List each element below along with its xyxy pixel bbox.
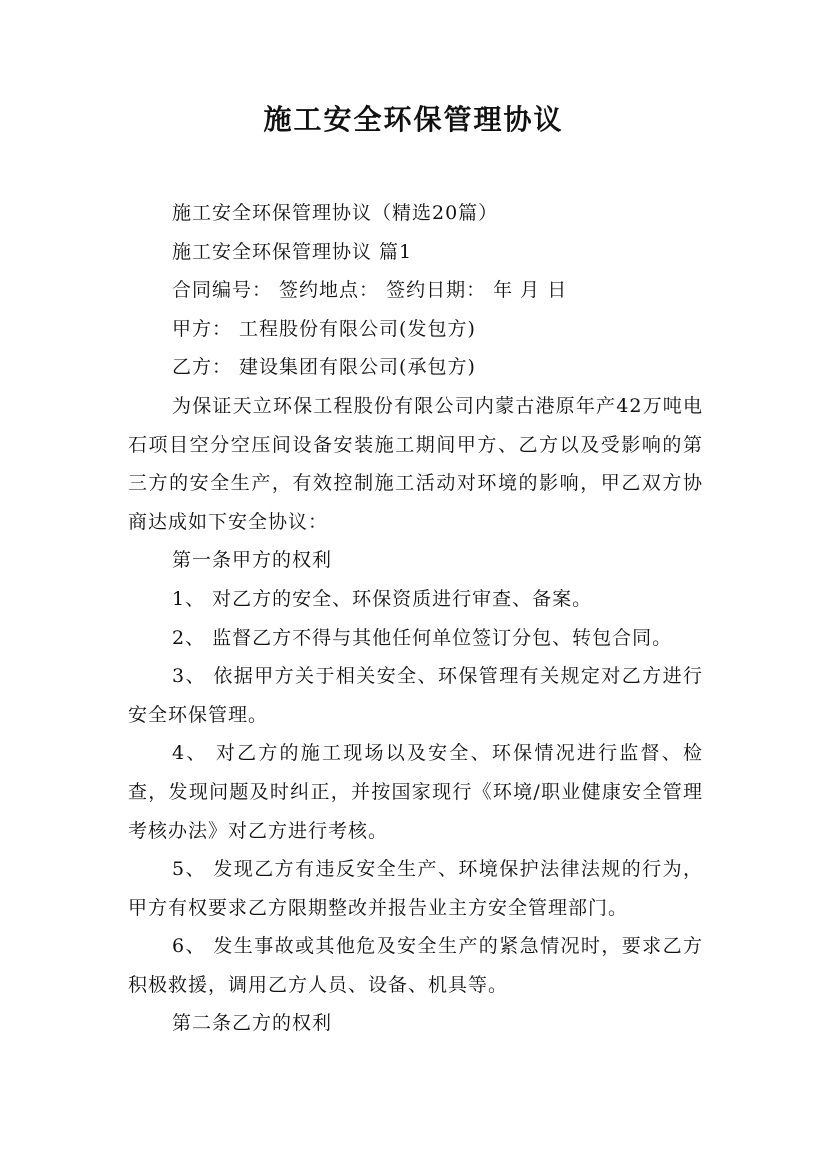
paragraph-preamble: 为保证天立环保工程股份有限公司内蒙古港原年产42万吨电石项目空分空压间设备安装施工期间甲方、乙方以及受影响的第三方的安全生产，有效控制施工活动对环境的影响，甲乙双方协商达成如下安全协议： bbox=[128, 394, 703, 533]
document-title: 施工安全环保管理协议 bbox=[263, 103, 564, 136]
paragraph-item-4: 4、 对乙方的施工现场以及安全、环保情况进行监督、检查，发现问题及时纠正，并按国家现行《环境/职业健康安全管理考核办法》对乙方进行考核。 bbox=[128, 742, 703, 842]
paragraph-article-heading: 施工安全环保管理协议 篇1 bbox=[172, 240, 413, 263]
document-body bbox=[128, 194, 703, 1043]
paragraph-item-6: 6、 发生事故或其他危及安全生产的紧急情况时，要求乙方积极救援，调用乙方人员、设备、机具等。 bbox=[128, 935, 703, 996]
paragraph-party-a: 甲方： 工程股份有限公司(发包方) bbox=[172, 317, 476, 340]
paragraph-item-5: 5、 发现乙方有违反安全生产、环境保护法律法规的行为，甲方有权要求乙方限期整改并报告业主方安全管理部门。 bbox=[128, 858, 703, 919]
paragraph-item-1: 1、 对乙方的安全、环保资质进行审查、备案。 bbox=[172, 587, 593, 610]
paragraph-contract-info: 合同编号： 签约地点： 签约日期： 年 月 日 bbox=[172, 279, 568, 302]
paragraph-item-3: 3、 依据甲方关于相关安全、环保管理有关规定对乙方进行安全环保管理。 bbox=[128, 665, 703, 726]
paragraph-party-b: 乙方： 建设集团有限公司(承包方) bbox=[172, 356, 476, 379]
paragraph-section-1-heading: 第一条甲方的权利 bbox=[172, 549, 333, 572]
paragraph-item-2: 2、 监督乙方不得与其他任何单位签订分包、转包合同。 bbox=[172, 626, 673, 649]
paragraph-collection-title: 施工安全环保管理协议（精选20篇） bbox=[172, 202, 499, 224]
paragraph-section-2-heading: 第二条乙方的权利 bbox=[172, 1012, 333, 1035]
